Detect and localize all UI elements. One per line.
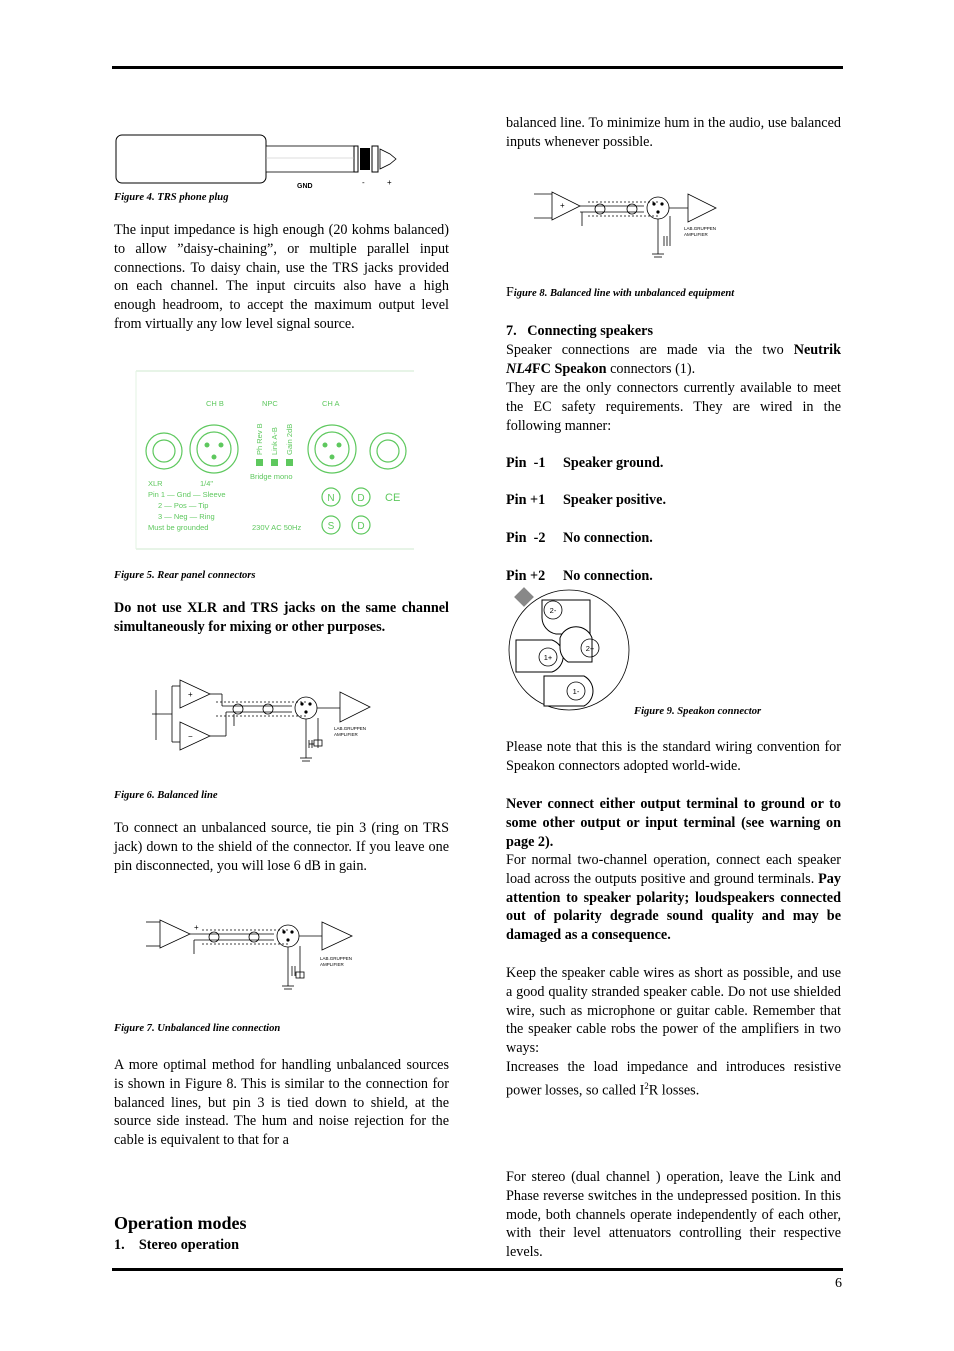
paragraph-increase-b: R losses. — [648, 1082, 700, 1099]
plug-plus-label: + — [387, 178, 392, 187]
unbalanced-line-figure — [142, 914, 372, 996]
fig6-minus-label: − — [188, 732, 193, 741]
pin-label: Pin -1 — [506, 455, 546, 471]
figure8-caption — [506, 286, 841, 301]
speakon-2plus-label: 2+ — [585, 644, 595, 653]
fig7-brand2-label: AMPLIFIER — [320, 962, 344, 967]
operation-modes-heading: Operation modes — [114, 1213, 247, 1233]
paragraph-impedance: The input impedance is high enough (20 kohms balanced) to allow ”daisy-chaining”, or multiple parallel input connections. To daisy chain, use the TRS jacks provided on each channel. The input circuits also have a high enough headroom, to accept the maximum output level from virtually any low level signal source. — [114, 222, 449, 332]
paragraph-normal — [506, 851, 841, 945]
panel-d2-label: D — [357, 521, 365, 532]
fig8-brand2-label: AMPLIFIER — [684, 232, 708, 237]
figure7-caption: Figure 7. Unbalanced line connection — [114, 1023, 281, 1034]
rear-panel-figure — [134, 369, 416, 551]
paragraph-stereo: For stereo (dual channel ) operation, leave the Link and Phase reverse switches in the undepressed position. In this mode, both channels operate independently of each other, with their level attenuators controlling their respective levels. — [506, 1169, 841, 1261]
top-rule — [112, 66, 843, 69]
panel-s-label: S — [327, 521, 335, 532]
fig6-brand1-label: LAB.GRUPPEN — [334, 726, 367, 731]
speakon-1plus-label: 1+ — [543, 653, 553, 662]
speaker-intro-e: connectors (1). — [606, 360, 696, 377]
pin-row — [506, 454, 841, 473]
pin-desc: Speaker positive. — [563, 492, 666, 508]
fig6-plus-label: + — [188, 690, 193, 699]
fig7-brand1-label: LAB.GRUPPEN — [320, 956, 353, 961]
paragraph-normal-b: Pay attention to speaker polarity; loudspeakers connected out of polarity degrade sound quality and may be damaged as a consequence. — [506, 870, 841, 944]
pin-label: Pin +1 — [506, 492, 546, 508]
speakon-2minus-label: 2- — [549, 606, 557, 615]
pin-desc: No connection. — [563, 568, 653, 584]
figure9-caption: Figure 9. Speakon connector — [634, 706, 762, 717]
pin-desc: Speaker ground. — [563, 455, 664, 471]
panel-d1-label: D — [357, 493, 365, 504]
speaker-intro — [506, 341, 841, 379]
panel-pin1-label: Pin 1 — Gnd — Sleeve — [148, 490, 226, 499]
plug-minus-label: - — [362, 178, 365, 187]
pin-label: Pin +2 — [506, 568, 546, 584]
trs-plug-figure — [114, 132, 414, 192]
panel-chb-label: CH B — [206, 399, 224, 408]
panel-switch3-label: Gain 2dB — [285, 423, 294, 455]
panel-pin2-label: 2 — Pos — Tip — [158, 501, 209, 510]
figure8-caption-rest: igure 8. Balanced line with unbalanced equipment — [513, 288, 735, 299]
figure6-caption: Figure 6. Balanced line — [114, 790, 218, 801]
panel-bridge-label: Bridge mono — [250, 472, 293, 481]
plug-gnd-label: GND — [297, 183, 313, 190]
panel-ce-label: CE — [385, 492, 401, 504]
warning-paragraph: Do not use XLR and TRS jacks on the same channel simultaneously for mixing or other purposes. — [114, 600, 449, 635]
balanced-unbalanced-figure — [528, 186, 758, 262]
fig8-brand1-label: LAB.GRUPPEN — [684, 226, 717, 231]
panel-xlr-label: XLR — [148, 479, 163, 488]
paragraph-increase-a: Increases the load impedance and introduces resistive power losses, so called I — [506, 1059, 841, 1099]
speakon-connector-figure — [508, 588, 638, 714]
balanced-line-figure — [146, 678, 406, 768]
panel-cha-label: CH A — [322, 399, 340, 408]
page-number: 6 — [835, 1276, 842, 1291]
speaker-ec: They are the only connectors currently available to meet the EC safety requirements. They are wired in the following manner: — [506, 380, 841, 434]
paragraph-keep: Keep the speaker cable wires as short as possible, and use a good quality stranded speaker cable. Do not use shielded wire, such as microphone or guitar cable. Remember that the speaker cable robs the power of the amplifiers in two ways: — [506, 965, 841, 1057]
pin-row — [506, 491, 841, 510]
paragraph-unbalanced: To connect an unbalanced source, tie pin 3 (ring on TRS jack) down to the shield of the connector. If you leave one pin disconnected, you will lose 6 dB in gain. — [114, 820, 449, 874]
pin-row — [506, 567, 841, 586]
pin-desc: No connection. — [563, 530, 653, 546]
figure8-caption-initial: F — [506, 285, 514, 300]
fig8-plus-label: + — [560, 201, 565, 210]
speaker-intro-c: NL4 — [506, 360, 533, 377]
section7-heading: 7. Connecting speakers — [506, 323, 654, 339]
paragraph-balanced: balanced line. To minimize hum in the audio, use balanced inputs whenever possible. — [506, 115, 841, 150]
speaker-intro-b: Neutrik — [793, 342, 841, 358]
bottom-rule — [112, 1268, 843, 1271]
figure4-caption: Figure 4. TRS phone plug — [114, 192, 229, 203]
paragraph-normal-a: For normal two-channel operation, connect each speaker load across the outputs positive and ground terminals. — [506, 852, 841, 887]
stereo-operation-subheading: 1. Stereo operation — [114, 1237, 240, 1253]
pin-row — [506, 529, 841, 548]
paragraph-optimal: A more optimal method for handling unbalanced sources is shown in Figure 8. This is similar to the connection for balanced lines, but pin 3 is tied down to shield, at the source side instead. The hum and noise rejection for the cable is equivalent to that for a — [114, 1057, 449, 1149]
panel-grounded-label: Must be grounded — [148, 523, 209, 532]
fig6-brand2-label: AMPLIFIER — [334, 732, 358, 737]
fig7-plus-label: + — [194, 923, 199, 932]
speaker-intro-d: FC Speakon — [532, 360, 607, 377]
paragraph-note: Please note that this is the standard wiring convention for Speakon connectors adopted world-wide. — [506, 739, 841, 774]
speaker-intro-a: Speaker connections are made via the two — [506, 342, 794, 358]
paragraph-increase-sup: 2 — [644, 1080, 649, 1091]
panel-mains-label: 230V AC 50Hz — [252, 523, 302, 532]
panel-switch2-label: Link A-B — [270, 427, 279, 455]
figure5-caption: Figure 5. Rear panel connectors — [114, 570, 256, 581]
panel-trs-label: 1/4" — [200, 479, 214, 488]
pin-label: Pin -2 — [506, 530, 546, 546]
panel-n-label: N — [327, 493, 335, 504]
speakon-1minus-label: 1- — [572, 687, 580, 696]
paragraph-never: Never connect either output terminal to ground or to some other output or input terminal (see warning on page 2). — [506, 796, 841, 850]
paragraph-increase — [506, 1058, 841, 1100]
panel-npc-label: NPC — [262, 399, 278, 408]
panel-switch1-label: Ph Rev B — [255, 423, 264, 455]
panel-pin3-label: 3 — Neg — Ring — [158, 512, 215, 521]
